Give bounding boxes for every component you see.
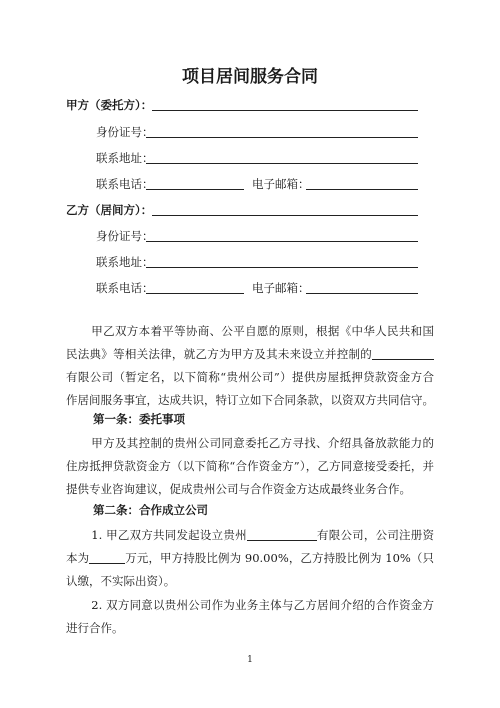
article-2-heading: 第二条：合作成立公司 (93, 503, 208, 517)
article-2-item-1 (66, 524, 434, 593)
article-1-body (66, 432, 434, 501)
party-a-email-blank[interactable] (306, 189, 418, 190)
party-b-label: 乙方（居间方）： (66, 203, 153, 217)
article-1-text: 甲方及其控制的贵州公司同意委托乙方寻找、介绍具备放款能力的住房抵押贷款资金方（以下简称“合作资金方”），乙方同意接受委托，并提供专业咨询建议，促成贵州公司与合作资金方达成最终业务合作。 (66, 436, 434, 496)
item-1-text-3: 万元，甲方持股比例为 90.00%，乙方持股比例为 10%（只认缴，不实际出资）。 (66, 551, 435, 588)
party-b-phone-label: 联系电话： (96, 281, 154, 295)
party-b-phone-blank[interactable] (146, 293, 244, 294)
party-a-phone-label: 联系电话： (96, 177, 154, 191)
party-b-address-blank[interactable] (146, 267, 418, 268)
party-a-address-label: 联系地址： (96, 151, 154, 165)
party-a-name-blank[interactable] (152, 110, 418, 111)
party-a-email-label: 电子邮箱： (252, 177, 310, 191)
intro-text-2: 有限公司（暂定名，以下简称“贵州公司”）提供房屋抵押贷款资金方合作居间服务事宜，达成共识，特订立如下合同条款，以资双方共同信守。 (66, 370, 434, 407)
item-1-text-2: 有限公司，公司注册资本为 (66, 528, 434, 565)
party-b-email-label: 电子邮箱： (252, 281, 310, 295)
party-a-phone-blank[interactable] (146, 189, 244, 190)
party-a-label: 甲方（委托方）： (66, 98, 153, 112)
party-a-address-blank[interactable] (146, 163, 418, 164)
company-name-blank[interactable] (372, 347, 434, 360)
article-2-item-2 (66, 594, 434, 640)
party-b-id-blank[interactable] (146, 241, 418, 242)
page-number: 1 (247, 655, 253, 665)
registered-capital-blank[interactable] (89, 551, 125, 564)
document-title: 项目居间服务合同 (182, 67, 318, 87)
article-1-heading: 第一条：委托事项 (93, 412, 185, 426)
party-a-id-label: 身份证号： (96, 125, 154, 139)
item-1-text-1: 1. 甲乙双方共同发起设立贵州 (91, 528, 247, 542)
guizhou-company-name-blank[interactable] (247, 528, 317, 541)
intro-text-1: 甲乙双方本着平等协商、公平自愿的原则，根据《中华人民共和国民法典》等相关法律，就乙方为甲方及其未来设立并控制的 (66, 324, 434, 361)
party-a-id-blank[interactable] (146, 137, 418, 138)
item-2-text: 2. 双方同意以贵州公司作为业务主体与乙方居间介绍的合作资金方进行合作。 (66, 598, 434, 635)
party-b-address-label: 联系地址： (96, 255, 154, 269)
intro-paragraph (66, 320, 434, 412)
party-b-email-blank[interactable] (306, 293, 418, 294)
party-b-name-blank[interactable] (152, 215, 418, 216)
party-b-id-label: 身份证号： (96, 229, 154, 243)
